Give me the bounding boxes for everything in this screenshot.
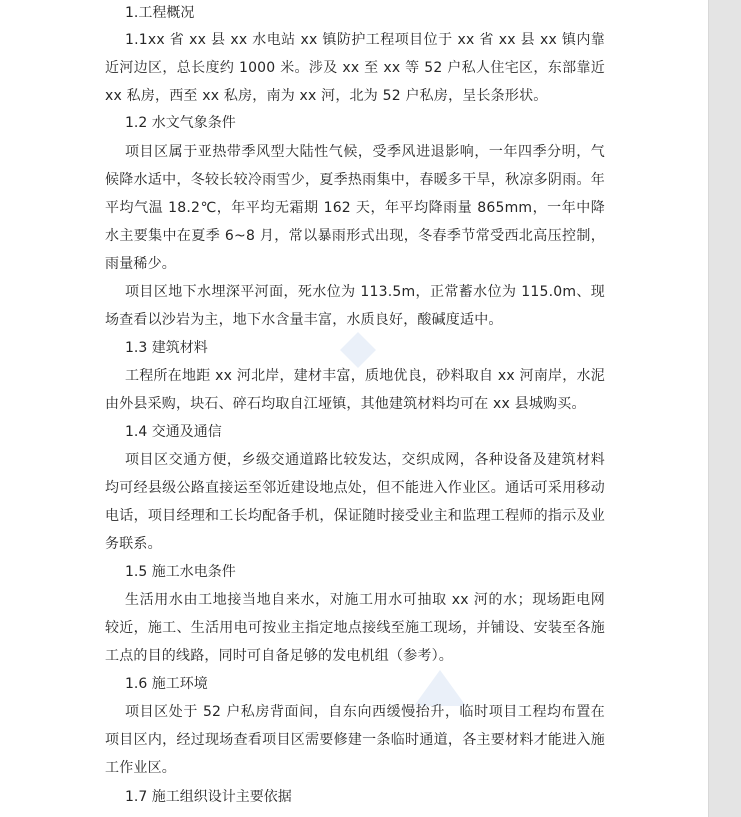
section-heading-materials: 1.3 建筑材料 xyxy=(125,340,208,356)
section-heading-utilities: 1.5 施工水电条件 xyxy=(125,564,236,580)
paragraph-overview: 1.1xx 省 xx 县 xx 水电站 xx 镇防护工程项目位于 xx 省 xx 县 xx 镇内靠近河边区，总长度约 1000 米。涉及 xx 至 xx 等 52 户私人住宅区，东部靠近 xx 私房，西至 xx 私房，南为 xx 河，北为 52 户私房，呈长条形状。 xyxy=(105,32,605,104)
section-heading-environment: 1.6 施工环境 xyxy=(125,676,208,692)
paragraph-traffic: 项目区交通方便，乡级交通道路比较发达，交织成网，各种设备及建筑材料均可经县级公路直接运至邻近建设地点处，但不能进入作业区。通话可采用移动电话，项目经理和工长均配备手机，保证随时接受业主和监理工程师的指示及业务联系。 xyxy=(105,452,605,552)
section-heading-hydrology: 1.2 水文气象条件 xyxy=(125,115,236,131)
paragraph-utilities: 生活用水由工地接当地自来水，对施工用水可抽取 xx 河的水；现场距电网较近，施工、生活用电可按业主指定地点接线至施工现场，并铺设、安装至各施工点的目的线路，同时可自备足够的发电机组（参考）。 xyxy=(105,592,605,664)
paragraph-groundwater: 项目区地下水埋深平河面，死水位为 113.5m，正常蓄水位为 115.0m、现场查看以沙岩为主，地下水含量丰富，水质良好，酸碱度适中。 xyxy=(105,284,605,328)
section-heading-design-basis: 1.7 施工组织设计主要依据 xyxy=(125,789,292,805)
vertical-scrollbar[interactable] xyxy=(708,0,741,817)
section-heading-overview: 1.工程概况 xyxy=(125,5,195,21)
paragraph-materials: 工程所在地距 xx 河北岸，建材丰富，质地优良，砂料取自 xx 河南岸，水泥由外县采购，块石、碎石均取自江垭镇，其他建筑材料均可在 xx 县城购买。 xyxy=(105,368,605,412)
section-heading-traffic: 1.4 交通及通信 xyxy=(125,424,222,440)
paragraph-climate: 项目区属于亚热带季风型大陆性气候，受季风进退影响，一年四季分明，气候降水适中，冬较长较冷雨雪少，夏季热雨集中，春暖多干旱，秋凉多阴雨。年平均气温 18.2℃，年平均无霜期 162 天，年平均降雨量 865mm，一年中降水主要集中在夏季 6~8 月，常以暴雨形式出现，冬春季节常受西北高压控制，雨量稀少。 xyxy=(105,144,605,272)
paragraph-environment: 项目区处于 52 户私房背面间，自东向西缓慢抬升，临时项目工程均布置在项目区内，经过现场查看项目区需要修建一条临时通道，各主要材料才能进入施工作业区。 xyxy=(105,704,605,776)
